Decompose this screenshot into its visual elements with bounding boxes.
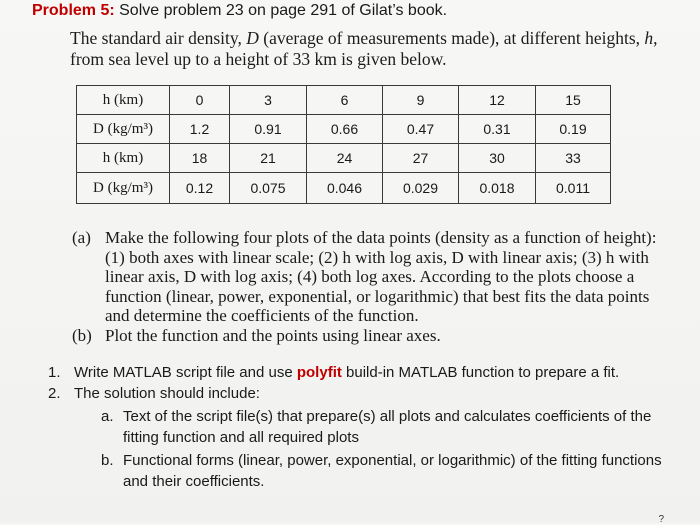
table-cell: 0.47 [383,115,459,144]
row-label: D (kg/m³) [77,115,170,144]
table-row [77,144,611,173]
task-1-text-post: build-in MATLAB function to prepare a fit. [341,364,620,381]
table-cell: 33 [536,144,611,173]
table-cell: 6 [307,86,383,115]
part-b [72,326,672,346]
task-2 [48,383,688,404]
task-1 [48,362,688,383]
subtask-b [48,450,688,492]
problem-label: Problem 5: [32,2,115,19]
subtask-b-text: Functional forms (linear, power, exponential, or logarithmic) of the fitting functions and their coefficients. [123,452,662,490]
part-a-text: Make the following four plots of the data points (density as a function of height): (1) both axes with linear scale; (2) h with log axis, D with linear axis; (3) h with linear axis, D with log axis; (4) both log axes. According to the plots choose a function (linear, power, exponential, or logarithmic) that best fits the data points and determine the coefficients of the function. [105,228,657,325]
task-list [48,362,688,492]
table-cell: 0.66 [307,115,383,144]
intro-var-d: D [246,28,259,48]
part-b-mark: (b) [72,325,92,345]
intro-text-3: , from sea level up to a height of 33 km is given below. [70,28,658,69]
table-cell: 12 [459,86,536,115]
table-cell: 15 [536,86,611,115]
subtask-a-letter: a. [101,408,114,425]
intro-var-h: h [644,28,654,48]
table-row [77,115,611,144]
problem-heading [32,2,447,20]
row-label: D (kg/m³) [77,173,170,204]
table-cell: 0 [170,86,230,115]
subtask-a-text: Text of the script file(s) that prepare(s) all plots and calculates coefficients of the fitting function and all required plots [123,408,652,446]
intro-text-1: The standard air density, [70,28,247,48]
row-label: h (km) [77,86,170,115]
table-cell: 30 [459,144,536,173]
table-cell: 27 [383,144,459,173]
task-1-text-pre: Write MATLAB script file and use [74,364,297,381]
row-label: h (km) [77,144,170,173]
table-row [77,173,611,204]
table-cell: 21 [230,144,307,173]
table-cell: 24 [307,144,383,173]
part-b-text: Plot the function and the points using linear axes. [105,325,441,345]
table-cell: 0.31 [459,115,536,144]
table-cell: 1.2 [170,115,230,144]
table-cell: 0.011 [536,173,611,204]
problem-instruction: Solve problem 23 on page 291 of Gilat’s book. [114,2,448,19]
table-cell: 0.12 [170,173,230,204]
table-cell: 18 [170,144,230,173]
table-cell: 9 [383,86,459,115]
part-a [72,228,672,326]
subtask-b-letter: b. [101,452,114,469]
polyfit-keyword: polyfit [296,364,342,381]
subtask-a [48,406,688,448]
part-a-mark: (a) [72,228,91,247]
problem-parts [72,228,672,345]
task-1-number: 1. [48,364,61,381]
table-cell: 0.19 [536,115,611,144]
table-cell: 0.029 [383,173,459,204]
intro-text-2: (average of measurements made), at different heights, [258,28,645,48]
task-2-text: The solution should include: [74,385,260,402]
table-cell: 0.018 [459,173,536,204]
table-cell: 3 [230,86,307,115]
corner-mark: ? [658,514,664,525]
book-intro [70,28,670,70]
table-cell: 0.046 [307,173,383,204]
task-2-number: 2. [48,385,61,402]
table-cell: 0.91 [230,115,307,144]
table-row [77,86,611,115]
table-cell: 0.075 [230,173,307,204]
density-table [76,85,611,204]
